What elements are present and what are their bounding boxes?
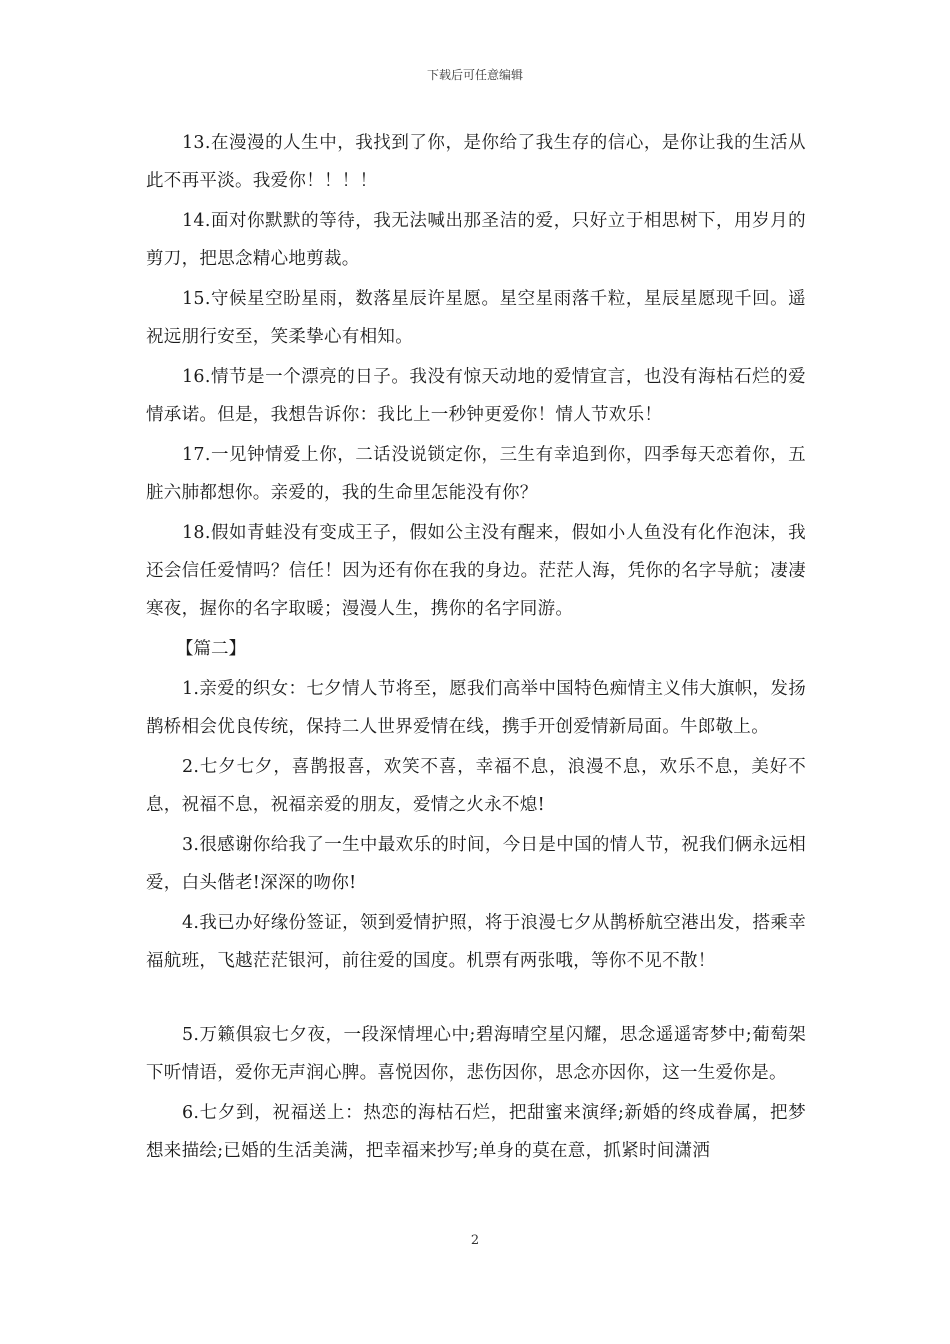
paragraph-18: 18.假如青蛙没有变成王子，假如公主没有醒来，假如小人鱼没有化作泡沫，我还会信任爱情吗？信任！因为还有你在我的身边。茫茫人海，凭你的名字导航；凄凄寒夜，握你的名字取暖；漫漫人生，携你的名字同游。 bbox=[146, 523, 806, 619]
paragraph-2: 2.七夕七夕，喜鹊报喜，欢笑不喜，幸福不息，浪漫不息，欢乐不息，美好不息，祝福不息，祝福亲爱的朋友，爱情之火永不熄! bbox=[146, 757, 806, 815]
paragraph-17: 17.一见钟情爱上你，二话没说锁定你，三生有幸追到你，四季每天恋着你，五脏六肺都想你。亲爱的，我的生命里怎能没有你？ bbox=[146, 445, 806, 503]
paragraph-15: 15.守候星空盼星雨，数落星辰许星愿。星空星雨落千粒，星辰星愿现千回。遥祝远朋行安至，笑柔挚心有相知。 bbox=[146, 289, 806, 347]
page-header: 下载后可任意编辑 bbox=[426, 68, 523, 82]
paragraph-14: 14.面对你默默的等待，我无法喊出那圣洁的爱，只好立于相思树下，用岁月的剪刀，把思念精心地剪裁。 bbox=[146, 211, 806, 269]
paragraph-6: 6.七夕到，祝福送上：热恋的海枯石烂，把甜蜜来演绎;新婚的终成眷属，把梦想来描绘;已婚的生活美满，把幸福来抄写;单身的莫在意，抓紧时间潇洒 bbox=[146, 1103, 806, 1161]
page-number: 2 bbox=[470, 1233, 480, 1248]
paragraph-13: 13.在漫漫的人生中，我找到了你，是你给了我生存的信心，是你让我的生活从此不再平淡。我爱你！！！！ bbox=[146, 133, 806, 191]
blank-line bbox=[146, 982, 806, 1016]
paragraph-16: 16.情节是一个漂亮的日子。我没有惊天动地的爱情宣言，也没有海枯石烂的爱情承诺。但是，我想告诉你：我比上一秒钟更爱你！情人节欢乐！ bbox=[146, 367, 806, 425]
paragraph-1: 1.亲爱的织女：七夕情人节将至，愿我们高举中国特色痴情主义伟大旗帜，发扬鹊桥相会优良传统，保持二人世界爱情在线，携手开创爱情新局面。牛郎敬上。 bbox=[146, 679, 806, 737]
paragraph-5: 5.万籁俱寂七夕夜，一段深情埋心中;碧海晴空星闪耀，思念遥遥寄梦中;葡萄架下听情语，爱你无声润心脾。喜悦因你，悲伤因你，思念亦因你，这一生爱你是。 bbox=[146, 1025, 806, 1083]
paragraph-3: 3.很感谢你给我了一生中最欢乐的时间，今日是中国的情人节，祝我们俩永远相爱，白头偕老!深深的吻你! bbox=[146, 835, 806, 893]
paragraph-4: 4.我已办好缘份签证，领到爱情护照，将于浪漫七夕从鹊桥航空港出发，搭乘幸福航班，飞越茫茫银河，前往爱的国度。机票有两张哦，等你不见不散！ bbox=[146, 913, 806, 971]
document-body bbox=[146, 124, 806, 1172]
section-title: 【篇二】 bbox=[176, 639, 246, 659]
